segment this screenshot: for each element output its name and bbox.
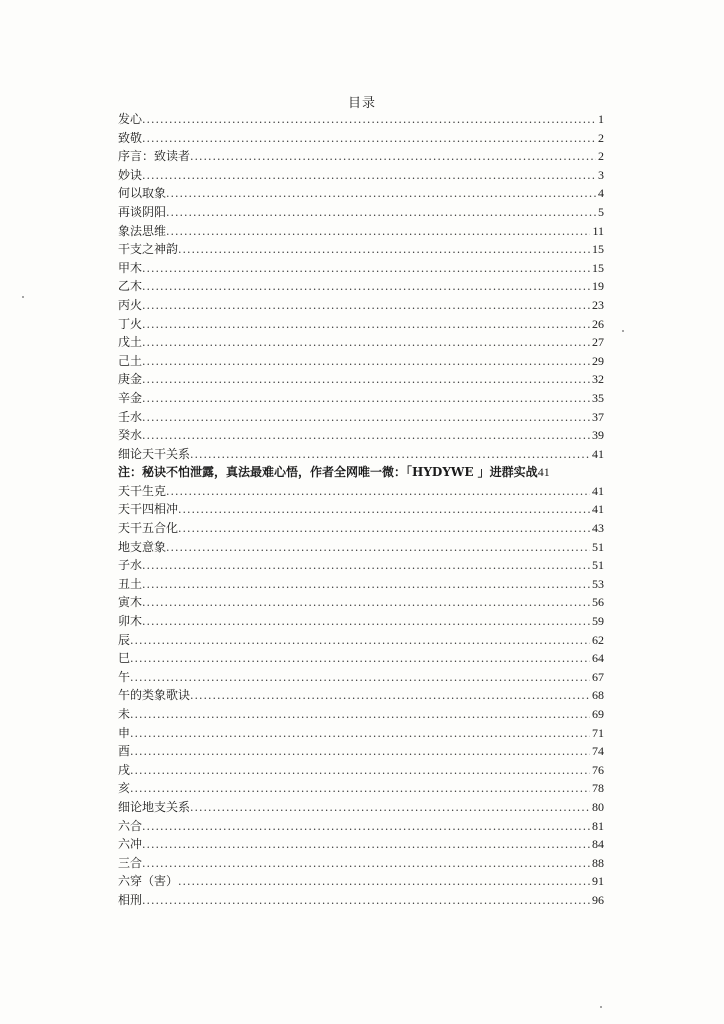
toc-leader-dots [166, 539, 590, 557]
toc-leader-dots [142, 111, 596, 129]
toc-entry-page: 1 [598, 112, 604, 126]
toc-entry[interactable] [118, 817, 604, 836]
toc-entry-label: 辛金 [118, 390, 143, 405]
toc-entry[interactable] [118, 426, 604, 445]
toc-entry-label: 午的类象歌诀 [118, 688, 191, 703]
toc-entry-page: 84 [592, 837, 604, 852]
toc-entry-page: 43 [592, 521, 604, 536]
toc-entry-label: 序言：致读者 [118, 149, 191, 164]
toc-leader-dots [130, 762, 590, 780]
toc-entry-label: 戊土 [118, 335, 143, 350]
toc-entry-label: 致敬 [118, 130, 143, 145]
toc-entry-page: 59 [592, 614, 604, 629]
toc-entry-label: 象法思维 [118, 223, 167, 238]
toc-entry-page: 51 [592, 539, 604, 554]
toc-entry[interactable] [118, 147, 604, 166]
toc-entry[interactable] [118, 259, 604, 278]
toc-entry-label: 己土 [118, 353, 143, 368]
toc-entry-page: 3 [598, 167, 604, 182]
toc-entry-page: 78 [592, 781, 604, 796]
toc-entry-page: 11 [592, 223, 604, 238]
toc-entry[interactable] [118, 575, 604, 594]
toc-entry-label: 六穿（害） [118, 874, 179, 889]
toc-entry-page: 2 [598, 149, 604, 164]
toc-entry-label: 壬水 [118, 409, 143, 424]
toc-leader-dots [142, 334, 590, 352]
toc-leader-dots [190, 799, 590, 817]
toc-leader-dots [142, 167, 596, 185]
toc-leader-dots [142, 409, 590, 427]
toc-entry-page: 80 [592, 799, 604, 814]
toc-leader-dots [142, 353, 590, 371]
toc-leader-dots [130, 743, 590, 761]
toc-entry-label: 相刑 [118, 892, 143, 907]
toc-entry[interactable] [118, 110, 604, 129]
toc-entry[interactable] [118, 240, 604, 259]
toc-entry-label: 巳 [118, 651, 131, 666]
toc-entry-page: 29 [592, 353, 604, 368]
toc-entry[interactable] [118, 798, 604, 817]
toc-entry-label: 庚金 [118, 372, 143, 387]
toc-entry[interactable] [118, 463, 604, 482]
toc-leader-dots [142, 836, 590, 854]
toc-entry[interactable] [118, 408, 604, 427]
toc-entry[interactable] [118, 203, 604, 222]
toc-entry-page: 15 [592, 242, 604, 257]
toc-leader-dots [166, 185, 596, 203]
toc-entry-page: 5 [598, 204, 604, 219]
toc-entry-page: 81 [592, 818, 604, 833]
toc-entry[interactable] [118, 296, 604, 315]
scan-speck [22, 296, 24, 298]
toc-entry[interactable] [118, 631, 604, 650]
toc-entry-label: 癸水 [118, 428, 143, 443]
toc-leader-dots [130, 650, 590, 668]
toc-leader-dots [190, 687, 590, 705]
toc-entry[interactable] [118, 705, 604, 724]
toc-leader-dots [130, 725, 590, 743]
toc-entry[interactable] [118, 482, 604, 501]
toc-leader-dots [142, 297, 590, 315]
toc-leader-dots [178, 241, 590, 259]
toc-entry[interactable] [118, 538, 604, 557]
toc-entry[interactable] [118, 742, 604, 761]
toc-entry[interactable] [118, 519, 604, 538]
toc-leader-dots [130, 706, 590, 724]
toc-entry-label: 酉 [118, 744, 131, 759]
toc-entry-label: 戌 [118, 762, 131, 777]
toc-entry-label: 子水 [118, 558, 143, 573]
toc-entry-label: 辰 [118, 632, 131, 647]
toc-leader-dots [178, 501, 590, 519]
toc-entry[interactable] [118, 315, 604, 334]
toc-entry-label: 发心 [118, 112, 143, 126]
toc-entry-label: 寅木 [118, 595, 143, 610]
toc-entry-label: 注：秘诀不怕泄露，真法最难心悟，作者全网唯一微：「HYDYWE 」进群实战 [118, 465, 538, 480]
toc-entry[interactable] [118, 389, 604, 408]
toc-entry-page: 74 [592, 744, 604, 759]
toc-entry-page: 41 [537, 465, 550, 480]
toc-entry-page: 32 [592, 372, 604, 387]
toc-entry-page: 39 [592, 428, 604, 443]
toc-entry[interactable] [118, 222, 604, 241]
toc-leader-dots [130, 780, 590, 798]
toc-title: 目录 [347, 96, 376, 111]
toc-leader-dots [142, 613, 590, 631]
toc-leader-dots [142, 594, 590, 612]
toc-entry-label: 地支意象 [118, 539, 167, 554]
toc-entry[interactable] [118, 593, 604, 612]
toc-entry-page: 26 [592, 316, 604, 331]
toc-leader-dots [142, 818, 590, 836]
toc-entry-label: 再谈阴阳 [118, 204, 167, 219]
toc-leader-dots [130, 632, 590, 650]
toc-leader-dots [130, 669, 590, 687]
toc-entry-page: 76 [592, 762, 604, 777]
toc-entry[interactable] [118, 184, 604, 203]
toc-leader-dots [142, 316, 590, 334]
toc-entry-label: 天干五合化 [118, 521, 179, 536]
toc-entry-page: 53 [592, 576, 604, 591]
toc-entry-label: 丑土 [118, 576, 143, 591]
toc-entry-page: 41 [592, 446, 604, 461]
toc-entry-label: 细论地支关系 [118, 799, 191, 814]
toc-leader-dots [190, 446, 590, 464]
toc-entry[interactable] [118, 445, 604, 464]
toc-entry-page: 19 [592, 279, 604, 294]
toc-entry-page: 41 [592, 483, 604, 498]
toc-entry-label: 干支之神韵 [118, 242, 179, 257]
toc-entry-label: 午 [118, 669, 131, 684]
toc-entry-page: 2 [598, 130, 604, 145]
toc-entry-label: 甲木 [118, 260, 143, 275]
toc-entry-page: 91 [592, 874, 604, 889]
toc-entry[interactable] [118, 556, 604, 575]
toc-entry-page: 88 [592, 855, 604, 870]
toc-entry-page: 51 [592, 558, 604, 573]
toc-entry-label: 何以取象 [118, 186, 167, 201]
scan-speck [622, 330, 624, 332]
toc-leader-dots [142, 390, 590, 408]
toc-entry-label: 六冲 [118, 837, 143, 852]
toc-entry-page: 62 [592, 632, 604, 647]
toc-entry-page: 64 [592, 651, 604, 666]
toc-entry[interactable] [118, 370, 604, 389]
toc-entry[interactable] [118, 668, 604, 687]
toc-entry-page: 23 [592, 297, 604, 312]
toc-entry-page: 4 [598, 186, 604, 201]
toc-entry[interactable] [118, 686, 604, 705]
toc-entry-label: 细论天干关系 [118, 446, 191, 461]
toc-entry-page: 37 [592, 409, 604, 424]
toc-leader-dots [142, 557, 590, 575]
toc-entry[interactable] [118, 277, 604, 296]
toc-entry-page: 68 [592, 688, 604, 703]
toc-entry[interactable] [118, 724, 604, 743]
toc-leader-dots [178, 520, 590, 538]
toc-entry-page: 41 [592, 502, 604, 517]
toc-entry[interactable] [118, 835, 604, 854]
toc-entry[interactable] [118, 129, 604, 148]
toc-entry[interactable] [118, 872, 604, 891]
toc-entry-label: 亥 [118, 781, 131, 796]
toc-entry-page: 56 [592, 595, 604, 610]
toc-entry[interactable] [118, 612, 604, 631]
toc-list [118, 110, 604, 910]
toc-entry[interactable] [118, 761, 604, 780]
toc-entry-label: 申 [118, 725, 131, 740]
toc-entry[interactable] [118, 779, 604, 798]
scan-speck [600, 1006, 602, 1008]
toc-entry-label: 妙诀 [118, 167, 143, 182]
toc-leader-dots [166, 483, 590, 501]
toc-leader-dots [142, 427, 590, 445]
toc-entry[interactable] [118, 649, 604, 668]
toc-entry[interactable] [118, 352, 604, 371]
toc-leader-dots [178, 873, 590, 891]
toc-entry-label: 未 [118, 707, 131, 721]
toc-leader-dots [142, 371, 590, 389]
toc-entry-label: 卯木 [118, 614, 143, 629]
toc-entry-label: 乙木 [118, 279, 143, 294]
toc-entry[interactable] [118, 854, 604, 873]
toc-leader-dots [190, 148, 596, 166]
toc-leader-dots [142, 855, 590, 873]
toc-leader-dots [142, 260, 590, 278]
toc-leader-dots [166, 223, 590, 241]
toc-entry-label: 天干四相冲 [118, 502, 179, 517]
toc-entry-label: 天干生克 [118, 483, 167, 498]
toc-entry[interactable] [118, 166, 604, 185]
toc-entry-page: 35 [592, 390, 604, 405]
toc-entry[interactable] [118, 500, 604, 519]
toc-entry-page: 96 [592, 892, 604, 907]
toc-entry[interactable] [118, 333, 604, 352]
toc-leader-dots [142, 130, 596, 148]
toc-leader-dots [166, 204, 596, 222]
toc-entry-label: 丙火 [118, 297, 143, 312]
toc-entry-page: 15 [592, 260, 604, 275]
toc-entry-label: 三合 [118, 855, 143, 870]
toc-entry-page: 71 [592, 725, 604, 740]
toc-leader-dots [142, 892, 590, 910]
toc-entry-label: 丁火 [118, 316, 143, 331]
toc-leader-dots [142, 576, 590, 594]
toc-entry-label: 六合 [118, 818, 143, 833]
toc-entry[interactable] [118, 891, 604, 910]
toc-entry-page: 69 [592, 707, 604, 721]
toc-entry-page: 67 [592, 669, 604, 684]
toc-leader-dots [142, 278, 590, 296]
toc-entry-page: 27 [592, 335, 604, 350]
